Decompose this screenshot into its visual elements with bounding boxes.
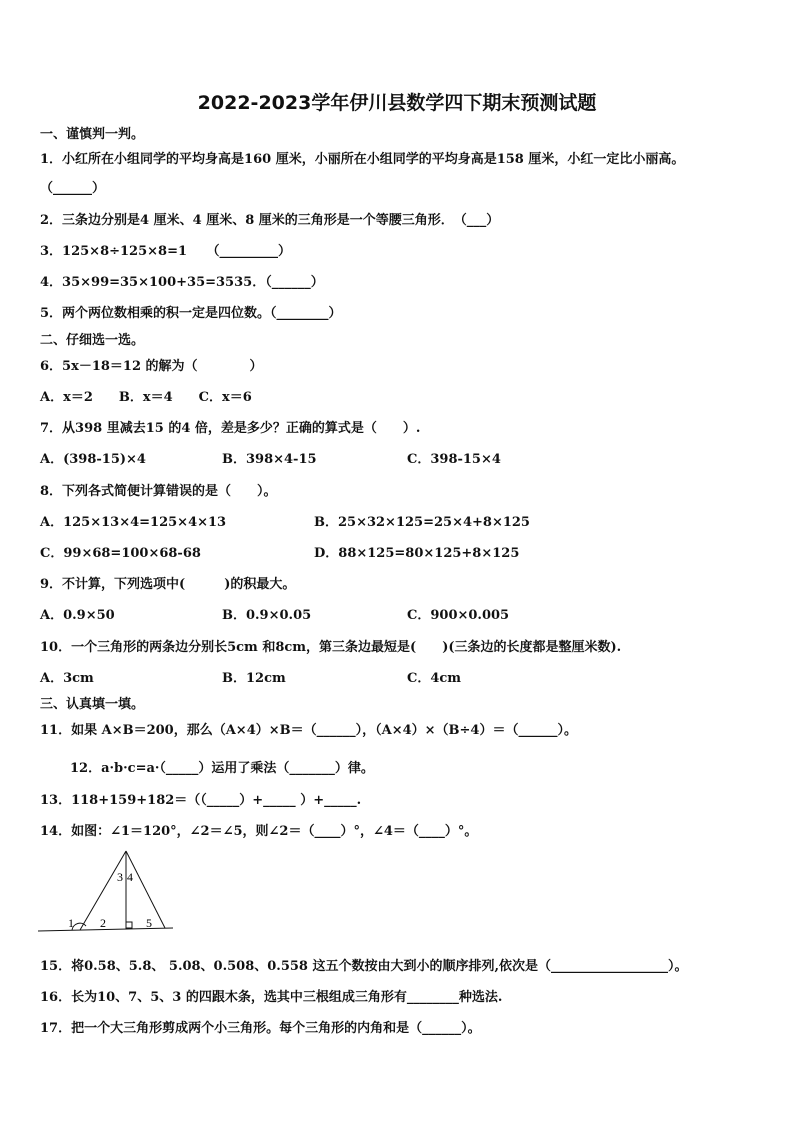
angle-arc [72,923,86,930]
angle-5-label: 5 [146,916,152,930]
question-4: 4．35×99=35×100+35=3535．（______） [40,275,324,290]
question-1-answer-blank[interactable]: （______） [40,181,106,196]
triangle-figure [38,845,178,937]
angle-2-label: 2 [100,916,106,930]
angle-3-label: 3 [117,870,123,884]
question-6: 6．5x－18＝12 的解为（ ） [40,359,263,374]
question-10-option-b[interactable]: B．12cm [222,671,286,686]
section-2-heading: 二、仔细选一选。 [40,333,145,348]
page-title: 2022-2023学年伊川县数学四下期末预测试题 [197,92,597,114]
angle-1-label: 1 [68,916,74,930]
question-7-option-b[interactable]: B．398×4-15 [222,452,317,467]
question-8-option-b[interactable]: B．25×32×125=25×4+8×125 [314,515,530,530]
section-1-heading: 一、谨慎判一判。 [40,127,145,142]
question-13: 13．118+159+182＝（（_____）+_____ ）+_____. [40,793,362,808]
question-9: 9．不计算，下列选项中( )的积最大。 [40,577,296,592]
question-7-option-a[interactable]: A．(398-15)×4 [40,452,146,467]
right-angle-marker [126,922,132,928]
question-6-options[interactable]: A．x＝2 B．x＝4 C．x＝6 [40,390,252,405]
question-1: 1．小红所在小组同学的平均身高是160 厘米，小丽所在小组同学的平均身高是158 厘米，小红一定比小丽高。 [40,152,685,167]
question-7: 7．从398 里减去15 的4 倍，差是多少？正确的算式是（ ）. [40,421,421,436]
question-2: 2．三条边分别是4 厘米、4 厘米、8 厘米的三角形是一个等腰三角形． （___） [40,213,500,228]
question-5: 5．两个两位数相乘的积一定是四位数。（________） [40,306,342,321]
section-3-heading: 三、认真填一填。 [40,697,145,712]
question-17: 17．把一个大三角形剪成两个小三角形。每个三角形的内角和是（______）。 [40,1021,481,1036]
question-16: 16．长为10、7、5、3 的四跟木条，选其中三根组成三角形有________种选法. [40,990,503,1005]
question-8: 8．下列各式简便计算错误的是（ ）。 [40,484,277,499]
question-9-option-c[interactable]: C．900×0.005 [407,608,510,623]
question-14: 14．如图：∠1＝120°，∠2＝∠5，则∠2＝（____）°，∠4＝（____）°。 [40,824,478,839]
question-8-option-c[interactable]: C．99×68=100×68-68 [40,546,201,561]
question-9-option-b[interactable]: B．0.9×0.05 [222,608,312,623]
question-11: 11．如果 A×B＝200，那么（A×4）×B＝（______），（A×4）×（B÷4）＝（______）。 [40,723,577,738]
question-15: 15．将0.58、5.8、 5.08、0.508、0.558 这五个数按由大到小的顺序排列,依次是（__________________）。 [40,959,688,974]
question-8-option-a[interactable]: A．125×13×4=125×4×13 [40,515,227,530]
question-9-option-a[interactable]: A．0.9×50 [40,608,115,623]
angle-4-label: 4 [127,870,133,884]
question-3: 3．125×8÷125×8=1 （_________） [40,244,292,259]
question-10-option-a[interactable]: A．3cm [40,671,94,686]
question-8-option-d[interactable]: D．88×125=80×125+8×125 [314,546,520,561]
question-7-option-c[interactable]: C．398-15×4 [407,452,501,467]
question-12: 12．a·b·c=a·（_____）运用了乘法（_______）律。 [70,761,374,776]
question-10-option-c[interactable]: C．4cm [407,671,462,686]
question-10: 10．一个三角形的两条边分别长5cm 和8cm，第三条边最短是( )(三条边的长度都是整厘米数). [40,640,622,655]
